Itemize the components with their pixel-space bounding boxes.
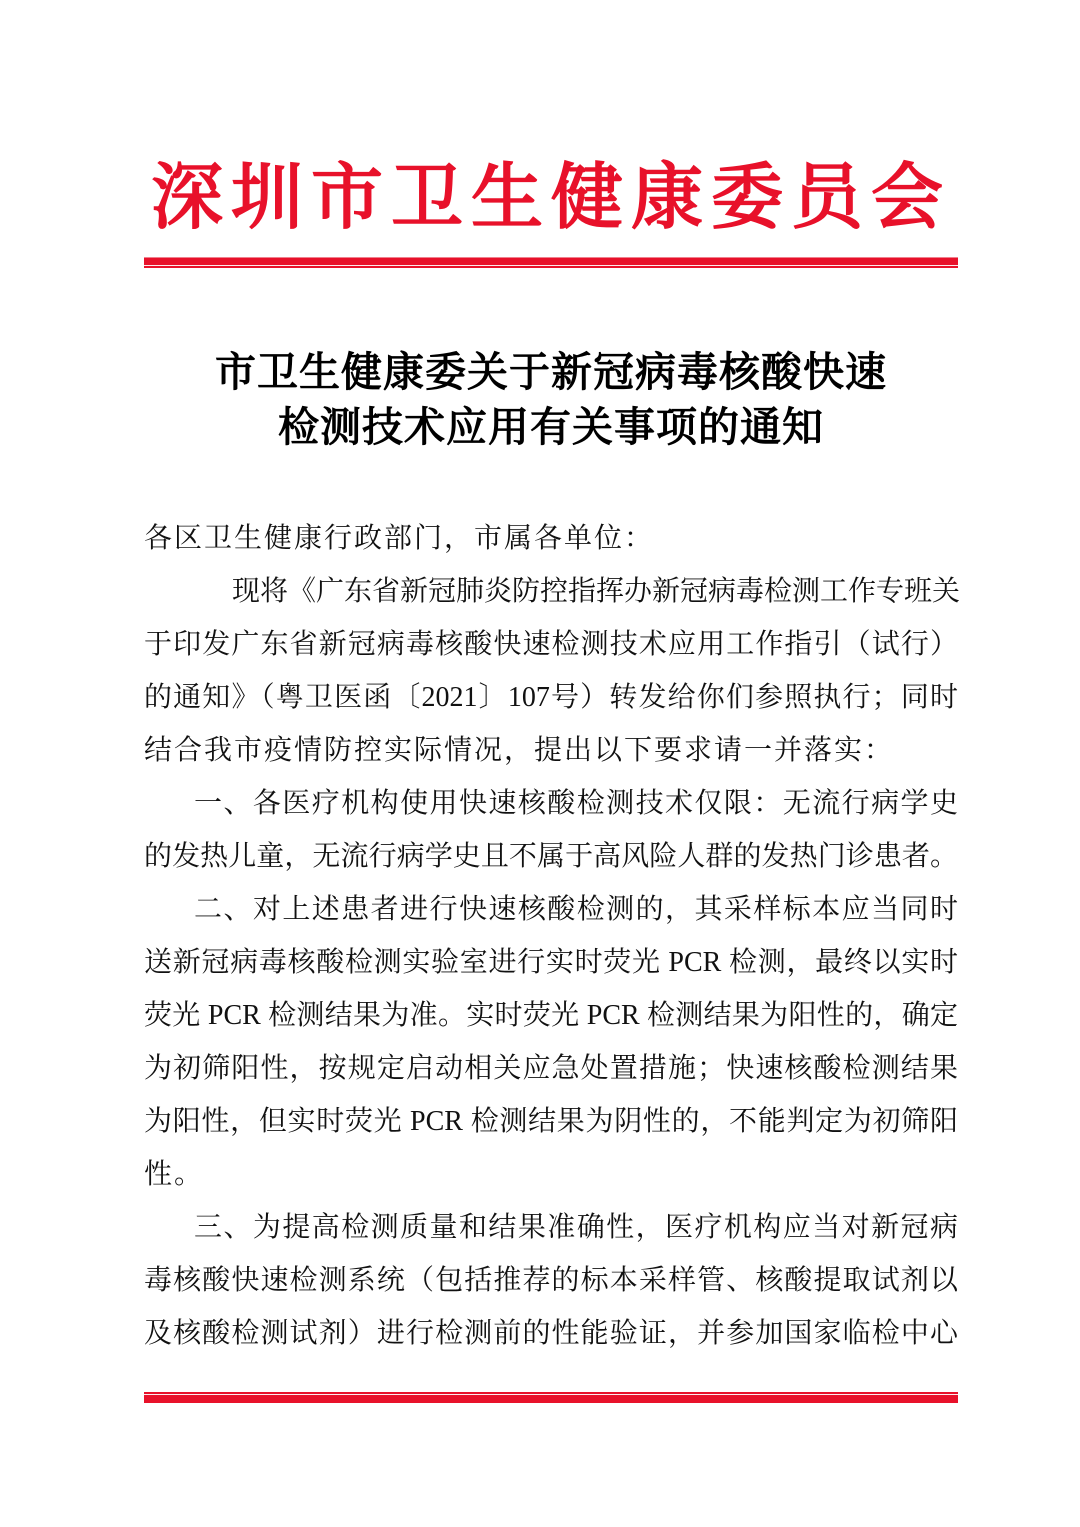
- document-title-line-2: 检测技术应用有关事项的通知: [278, 404, 824, 450]
- body-line: 荧光 PCR 检测结果为准。实时荧光 PCR 检测结果为阳性的，确定: [144, 1000, 958, 1031]
- body-line: 于印发广东省新冠病毒核酸快速检测技术应用工作指引（试行）: [144, 629, 958, 660]
- body-line: 的通知》（粤卫医函〔2021〕107号）转发给你们参照执行；同时: [144, 682, 958, 713]
- body-line: 的发热儿童，无流行病学史且不属于高风险人群的发热门诊患者。: [144, 841, 958, 872]
- body-line: 毒核酸快速检测系统（包括推荐的标本采样管、核酸提取试剂以: [144, 1265, 958, 1296]
- body-line: 三、为提高检测质量和结果准确性，医疗机构应当对新冠病: [194, 1212, 958, 1243]
- document-title: [144, 345, 958, 455]
- body-text: [144, 512, 961, 1360]
- letterhead-top-rule: [144, 257, 958, 268]
- body-line: 结合我市疫情防控实际情况，提出以下要求请一并落实：: [144, 735, 895, 766]
- body-line: 送新冠病毒核酸检测实验室进行实时荧光 PCR 检测，最终以实时: [144, 947, 958, 978]
- body-line: 各区卫生健康行政部门，市属各单位：: [144, 523, 655, 554]
- body-line: 为阳性，但实时荧光 PCR 检测结果为阴性的，不能判定为初筛阳: [144, 1106, 958, 1137]
- body-line: 为初筛阳性，按规定启动相关应急处置措施；快速核酸检测结果: [144, 1053, 958, 1084]
- body-line: 二、对上述患者进行快速核酸检测的，其采样标本应当同时: [194, 894, 958, 925]
- letterhead-org-name: 深圳市卫生健康委员会: [150, 158, 951, 238]
- footer-rule: [144, 1392, 958, 1403]
- document-title-line-1: 市卫生健康委关于新冠病毒核酸快速: [215, 349, 887, 395]
- body-line: 现将《广东省新冠肺炎防控指挥办新冠病毒检测工作专班关: [232, 576, 961, 607]
- body-line: 及核酸检测试剂）进行检测前的性能验证，并参加国家临检中心: [144, 1318, 958, 1349]
- body-line: 一、各医疗机构使用快速核酸检测技术仅限：无流行病学史: [194, 788, 958, 819]
- body-line: 性。: [144, 1159, 205, 1190]
